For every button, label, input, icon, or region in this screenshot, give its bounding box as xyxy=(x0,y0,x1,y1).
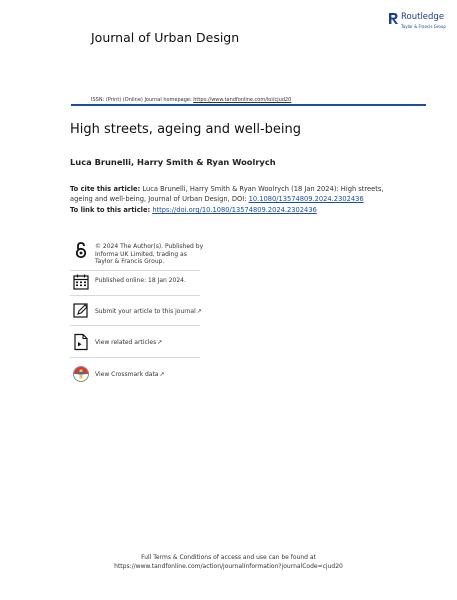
license-row xyxy=(70,241,370,271)
crossmark-link[interactable] xyxy=(95,371,165,379)
published-row xyxy=(70,273,370,293)
footer-terms-link[interactable]: https://www.tandfonline.com/action/journalInformation?journalCode=cjud20 xyxy=(114,563,343,570)
journal-title: Journal of Urban Design xyxy=(91,30,240,45)
publisher-logo xyxy=(388,12,450,34)
external-link-icon: ↗ xyxy=(157,339,163,346)
submit-edit-icon xyxy=(72,302,90,320)
row-divider xyxy=(70,270,200,271)
header-divider xyxy=(71,104,426,106)
calendar-icon xyxy=(72,273,90,291)
related-articles-icon xyxy=(72,333,90,351)
article-title: High streets, ageing and well-being xyxy=(70,122,302,137)
row-divider xyxy=(70,325,200,326)
doi-link[interactable]: 10.1080/13574809.2024.2302436 xyxy=(248,195,364,203)
crossmark-label: View Crossmark data xyxy=(95,371,159,378)
row-divider xyxy=(70,295,200,296)
related-articles-link[interactable] xyxy=(95,339,162,347)
footer-line-1: Full Terms & Conditions of access and use can be found at xyxy=(141,554,316,561)
submit-article-link[interactable] xyxy=(95,308,202,316)
related-row[interactable] xyxy=(70,333,370,353)
footer xyxy=(0,553,457,571)
publisher-subtitle: Taylor & Francis Group xyxy=(401,24,446,29)
article-link-block xyxy=(70,206,317,214)
article-url-link[interactable]: https://doi.org/10.1080/13574809.2024.2302436 xyxy=(152,206,317,214)
cite-label: To cite this article: xyxy=(70,185,141,193)
issn-line xyxy=(91,97,291,103)
row-divider xyxy=(70,357,200,358)
license-text: © 2024 The Author(s). Published by Informa UK Limited, trading as Taylor & Francis Group. xyxy=(95,243,204,265)
article-authors: Luca Brunelli, Harry Smith & Ryan Woolrych xyxy=(70,157,276,167)
link-label: To link to this article: xyxy=(70,206,151,214)
related-articles-label: View related articles xyxy=(95,339,157,346)
crossmark-icon xyxy=(72,365,90,383)
submit-article-label: Submit your article to this journal xyxy=(95,308,196,315)
journal-homepage-link[interactable]: https://www.tandfonline.com/loi/cjud20 xyxy=(193,97,292,103)
open-access-icon xyxy=(72,241,90,259)
external-link-icon: ↗ xyxy=(196,308,202,315)
issn-text: ISSN: (Print) (Online) Journal homepage: xyxy=(91,97,194,103)
cite-text: Luca Brunelli, Harry Smith & Ryan Woolrych (18 Jan 2024): High streets, ageing and well-being, Journal of Urban Design, DOI: xyxy=(70,185,384,203)
crossmark-row[interactable] xyxy=(70,365,370,385)
publisher-name: Routledge xyxy=(401,12,445,22)
published-date-text: Published online: 18 Jan 2024. xyxy=(95,277,186,284)
citation-block xyxy=(70,184,390,204)
submit-row[interactable] xyxy=(70,302,370,322)
external-link-icon: ↗ xyxy=(159,371,165,378)
routledge-logo-icon xyxy=(388,12,399,25)
